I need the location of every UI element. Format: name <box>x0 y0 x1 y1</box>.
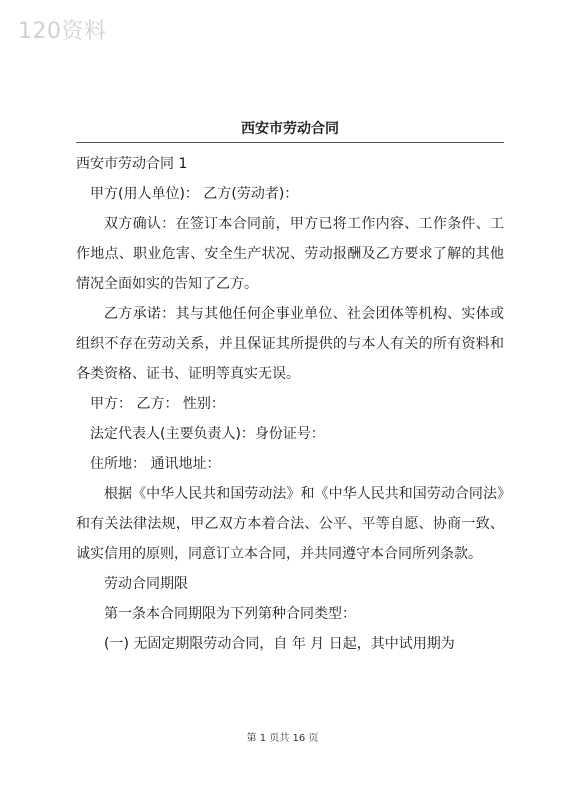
page-footer: 第 1 页共 16 页 <box>246 733 319 744</box>
paragraph-commitment: 乙方承诺：其与其他任何企事业单位、社会团体等机构、实体或组织不存在劳动关系，并且保证其所提供的与本人有关的所有资料和各类资格、证书、证明等真实无误。 <box>76 306 504 382</box>
paragraph-representative-fields: 法定代表人(主要负责人)：身份证号： <box>90 426 325 442</box>
document-body <box>76 149 504 659</box>
paragraph-address-fields: 住所地： 通讯地址： <box>90 456 221 472</box>
document-title: 西安市劳动合同 <box>241 121 339 137</box>
document-page <box>76 0 504 800</box>
paragraph-clause-1: (一) 无固定期限劳动合同，自 年 月 日起，其中试用期为 <box>104 636 455 652</box>
paragraph-subtitle: 西安市劳动合同 1 <box>76 156 188 172</box>
paragraph-article-1: 第一条本合同期限为下列第种合同类型： <box>104 606 356 622</box>
paragraph-confirmation: 双方确认：在签订本合同前，甲方已将工作内容、工作条件、工作地点、职业危害、安全生产状况、劳动报酬及乙方要求了解的其他情况全面如实的告知了乙方。 <box>76 216 504 292</box>
paragraph-party-fields: 甲方： 乙方： 性别： <box>90 396 225 412</box>
watermark: 120资料 <box>18 19 107 44</box>
paragraph-legal-basis: 根据《中华人民共和国劳动法》和《中华人民共和国劳动合同法》和有关法律法规，甲乙双方本着合法、公平、平等自愿、协商一致、诚实信用的原则，同意订立本合同，并共同遵守本合同所列条款。 <box>76 486 504 562</box>
title-divider <box>76 142 504 143</box>
paragraph-parties: 甲方(用人单位)： 乙方(劳动者)： <box>90 186 299 202</box>
paragraph-section-heading: 劳动合同期限 <box>104 576 188 592</box>
